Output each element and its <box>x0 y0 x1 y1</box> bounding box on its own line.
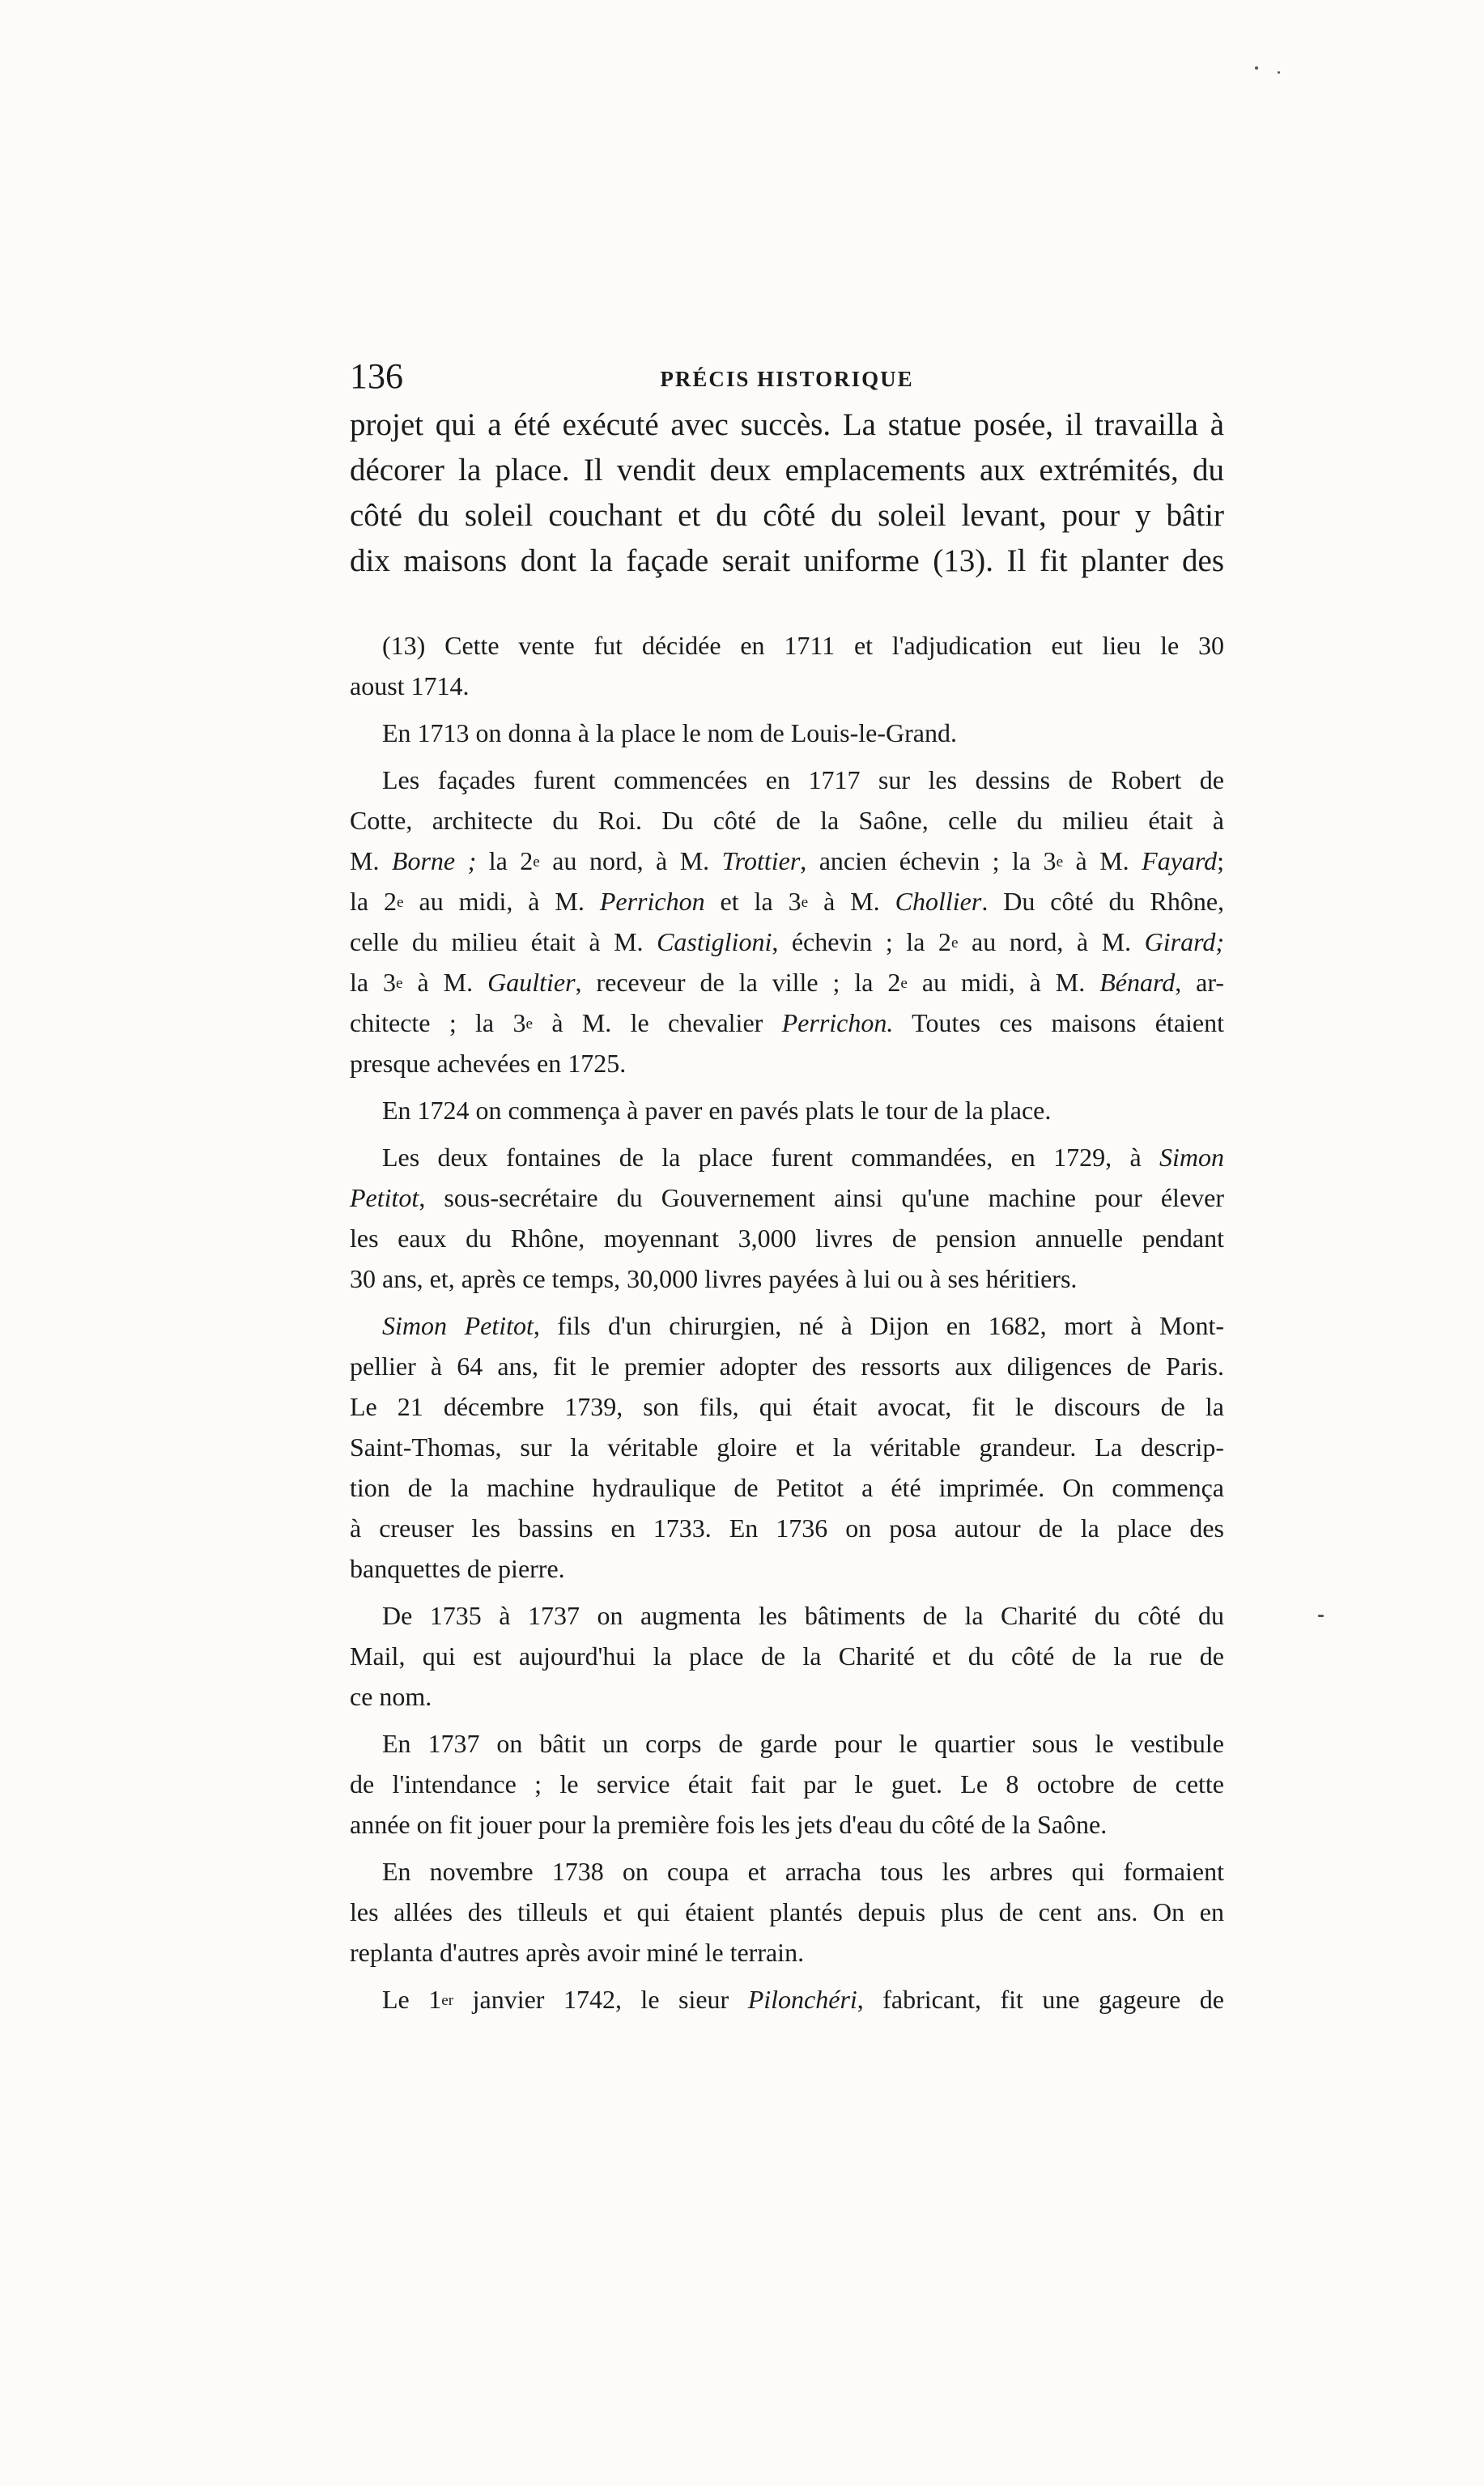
main-text <box>350 402 1224 584</box>
name-benard: Bénard <box>1099 968 1176 997</box>
footnote-line: 30 ans, et, après ce temps, 30,000 livres payées à lui ou à ses héritiers. <box>350 1264 1078 1293</box>
footnote-paragraph <box>350 1851 1224 1973</box>
text-line: projet qui a été exécuté avec succès. La statue posée, il travailla à <box>350 407 1224 442</box>
footnote-line: De 1735 à 1737 on augmenta les bâtiments de la Charité du côté du <box>382 1601 1224 1630</box>
footnote-line: les allées des tilleuls et qui étaient plantés depuis plus de cent ans. On en <box>350 1897 1224 1926</box>
name-simon: Simon <box>1159 1143 1224 1172</box>
name-girard: Girard; <box>1144 927 1225 956</box>
text-line: côté du soleil couchant et du côté du soleil levant, pour y bâtir <box>350 498 1224 533</box>
footnote-line: Les façades furent commencées en 1717 sur les dessins de Robert de <box>382 765 1224 794</box>
name-perrichon: Perrichon <box>599 887 705 916</box>
print-speck <box>1255 66 1258 70</box>
page-header <box>350 356 1224 397</box>
footnote-paragraph <box>350 1595 1224 1717</box>
footnote-paragraph <box>350 1979 1224 2020</box>
footnote-line: ce nom. <box>350 1682 432 1711</box>
running-title: PRÉCIS HISTORIQUE <box>660 367 914 391</box>
text-line: décorer la place. Il vendit deux emplacements aux extrémités, du <box>350 453 1224 487</box>
footnote-line: Mail, qui est aujourd'hui la place de la Charité et du côté de la rue de <box>350 1641 1224 1671</box>
footnote-line: Saint-Thomas, sur la véritable gloire et la véritable grandeur. La descrip- <box>350 1432 1224 1462</box>
footnote-line: la 3e à M. Gaultier, receveur de la ville ; la 2e au midi, à M. Bénard, ar- <box>350 968 1225 997</box>
footnote-paragraph <box>350 1137 1224 1299</box>
footnote-line: aoust 1714. <box>350 671 470 700</box>
name-perrichon-chevalier: Perrichon. <box>781 1008 894 1037</box>
footnote-line: Le 1er janvier 1742, le sieur Pilonchéri, fabricant, fit une gageure de <box>382 1985 1225 2014</box>
page-number: 136 <box>350 356 403 396</box>
footnote-line: à creuser les bassins en 1733. En 1736 on posa autour de la place des <box>350 1513 1224 1543</box>
text-line: dix maisons dont la façade serait uniforme (13). Il fit planter des <box>350 543 1224 578</box>
footnote-line: Cotte, architecte du Roi. Du côté de la Saône, celle du milieu était à <box>350 806 1224 835</box>
footnote-line: presque achevées en 1725. <box>350 1049 627 1078</box>
footnote-paragraph <box>350 1305 1224 1589</box>
name-trottier: Trottier <box>721 846 801 875</box>
footnote-line: celle du milieu était à M. Castiglioni, échevin ; la 2e au nord, à M. Girard; <box>350 927 1225 956</box>
footnote-line: banquettes de pierre. <box>350 1554 565 1583</box>
footnote-paragraph <box>350 1090 1224 1130</box>
footnote-line: M. Borne ; la 2e au nord, à M. Trottier, ancien échevin ; la 3e à M. Fayard; <box>350 846 1225 875</box>
footnote-13 <box>350 625 1224 706</box>
print-speck <box>1278 71 1280 74</box>
footnote-line: Les deux fontaines de la place furent commandées, en 1729, à Simon <box>382 1143 1224 1172</box>
name-fayard: Fayard <box>1142 846 1218 875</box>
name-piloncheri: Pilonchéri <box>747 1985 857 2014</box>
name-castiglioni: Castiglioni <box>657 927 772 956</box>
name-chollier: Chollier <box>895 887 982 916</box>
footnote-paragraph <box>350 760 1224 1083</box>
footnote-line: Petitot, sous-secrétaire du Gouvernement ainsi qu'une machine pour élever <box>350 1183 1224 1212</box>
name-petitot: Petitot <box>350 1183 419 1212</box>
footnote-line: les eaux du Rhône, moyennant 3,000 livres de pension annuelle pendant <box>350 1224 1224 1253</box>
footnote-line: la 2e au midi, à M. Perrichon et la 3e à M. Chollier. Du côté du Rhône, <box>350 887 1225 916</box>
footnote-paragraph <box>350 1723 1224 1845</box>
footnote-line: En novembre 1738 on coupa et arracha tous les arbres qui formaient <box>382 1857 1224 1886</box>
footnote-line: année on fit jouer pour la première fois les jets d'eau du côté de la Saône. <box>350 1810 1108 1839</box>
footnotes <box>350 625 1224 2020</box>
print-speck <box>1318 1615 1324 1617</box>
footnote-paragraph <box>350 713 1224 753</box>
footnote-line: Simon Petitot, fils d'un chirurgien, né à Dijon en 1682, mort à Mont- <box>382 1311 1225 1340</box>
footnote-line: En 1713 on donna à la place le nom de Louis-le-Grand. <box>382 718 957 747</box>
footnote-line: replanta d'autres après avoir miné le terrain. <box>350 1938 805 1967</box>
footnote-line: de l'intendance ; le service était fait par le guet. Le 8 octobre de cette <box>350 1769 1224 1799</box>
footnote-line: Le 21 décembre 1739, son fils, qui était avocat, fit le discours de la <box>350 1392 1224 1421</box>
footnote-line: En 1724 on commença à paver en pavés plats le tour de la place. <box>382 1096 1052 1125</box>
footnote-line: chitecte ; la 3e à M. le chevalier Perrichon. Toutes ces maisons étaient <box>350 1008 1224 1037</box>
name-gaultier: Gaultier <box>487 968 576 997</box>
footnote-line: (13) Cette vente fut décidée en 1711 et l'adjudication eut lieu le 30 <box>382 631 1224 660</box>
name-simon-petitot: Simon Petitot <box>382 1311 534 1340</box>
name-borne: Borne ; <box>391 846 477 875</box>
footnote-line: En 1737 on bâtit un corps de garde pour le quartier sous le vestibule <box>382 1729 1224 1758</box>
footnote-line: pellier à 64 ans, fit le premier adopter des ressorts aux diligences de Paris. <box>350 1352 1224 1381</box>
footnote-line: tion de la machine hydraulique de Petitot a été imprimée. On commença <box>350 1473 1224 1502</box>
